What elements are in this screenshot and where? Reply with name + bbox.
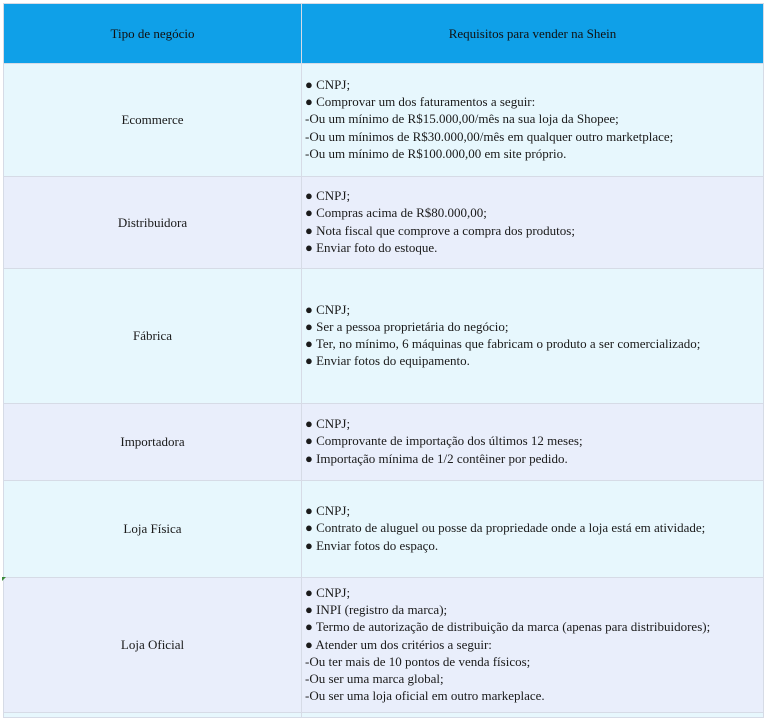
requirements-cell[interactable] [302, 578, 764, 713]
partial-cell [4, 713, 302, 718]
requirement-line: ● Contrato de aluguel ou posse da propriedade onde a loja está em atividade; [305, 520, 706, 536]
requirement-line: ● CNPJ; [305, 301, 351, 317]
requirement-line: -Ou ser uma loja oficial em outro markeplace. [305, 688, 545, 704]
business-type-cell[interactable]: Importadora [4, 404, 302, 481]
table-row [4, 404, 764, 481]
requirement-line: ● Termo de autorização de distribuição da marca (apenas para distribuidores); [305, 619, 711, 635]
requirement-line: ● CNPJ; [305, 188, 351, 204]
requirements-cell[interactable] [302, 64, 764, 177]
requirement-line: ● Importação mínima de 1/2 contêiner por pedido. [305, 450, 568, 466]
requirement-line: ● Ser a pessoa proprietária do negócio; [305, 318, 509, 334]
table-row [4, 177, 764, 269]
business-type-cell[interactable]: Fábrica [4, 269, 302, 404]
header-business-type[interactable]: Tipo de negócio [4, 4, 302, 64]
requirement-line: ● Enviar foto do estoque. [305, 239, 438, 255]
requirement-line: ● CNPJ; [305, 416, 351, 432]
table-row [4, 64, 764, 177]
business-type-cell[interactable]: Loja Física [4, 481, 302, 578]
requirement-line: ● Enviar fotos do espaço. [305, 537, 439, 553]
requirement-line: -Ou ser uma marca global; [305, 671, 444, 687]
cell-comment-marker [2, 577, 6, 581]
requirement-line: ● Ter, no mínimo, 6 máquinas que fabricam o produto a ser comercializado; [305, 336, 701, 351]
business-type-cell[interactable]: Ecommerce [4, 64, 302, 177]
requirement-line: ● Comprovante de importação dos últimos 12 meses; [305, 433, 583, 449]
requirement-line: ● Comprovar um dos faturamentos a seguir: [305, 94, 536, 110]
requirement-line: ● Compras acima de R$80.000,00; [305, 205, 487, 221]
requirement-line: -Ou um mínimo de R$15.000,00/mês na sua loja da Shopee; [305, 111, 619, 127]
requirements-cell[interactable] [302, 177, 764, 269]
requirement-line: ● Enviar fotos do equipamento. [305, 353, 470, 369]
table-row [4, 578, 764, 713]
requirements-table [3, 3, 764, 718]
business-type-cell[interactable]: Distribuidora [4, 177, 302, 269]
table-row [4, 269, 764, 404]
requirement-line: -Ou um mínimo de R$100.000,00 em site próprio. [305, 145, 567, 161]
requirement-line: ● CNPJ; [305, 585, 351, 600]
requirement-line: ● INPI (registro da marca); [305, 602, 448, 618]
header-row [4, 4, 764, 64]
requirements-cell[interactable] [302, 269, 764, 404]
partial-cell [302, 713, 764, 718]
table-row [4, 481, 764, 578]
business-type-cell[interactable]: Loja Oficial [4, 578, 302, 713]
header-requirements[interactable]: Requisitos para vender na Shein [302, 4, 764, 64]
requirement-line: ● CNPJ; [305, 503, 351, 519]
requirement-line: ● CNPJ; [305, 76, 351, 92]
partial-row [4, 713, 764, 718]
requirement-line: ● Atender um dos critérios a seguir: [305, 636, 492, 652]
requirement-line: -Ou um mínimos de R$30.000,00/mês em qualquer outro marketplace; [305, 128, 674, 144]
requirements-cell[interactable] [302, 404, 764, 481]
requirement-line: -Ou ter mais de 10 pontos de venda físicos; [305, 653, 531, 669]
requirements-cell[interactable] [302, 481, 764, 578]
requirement-line: ● Nota fiscal que comprove a compra dos produtos; [305, 222, 575, 238]
